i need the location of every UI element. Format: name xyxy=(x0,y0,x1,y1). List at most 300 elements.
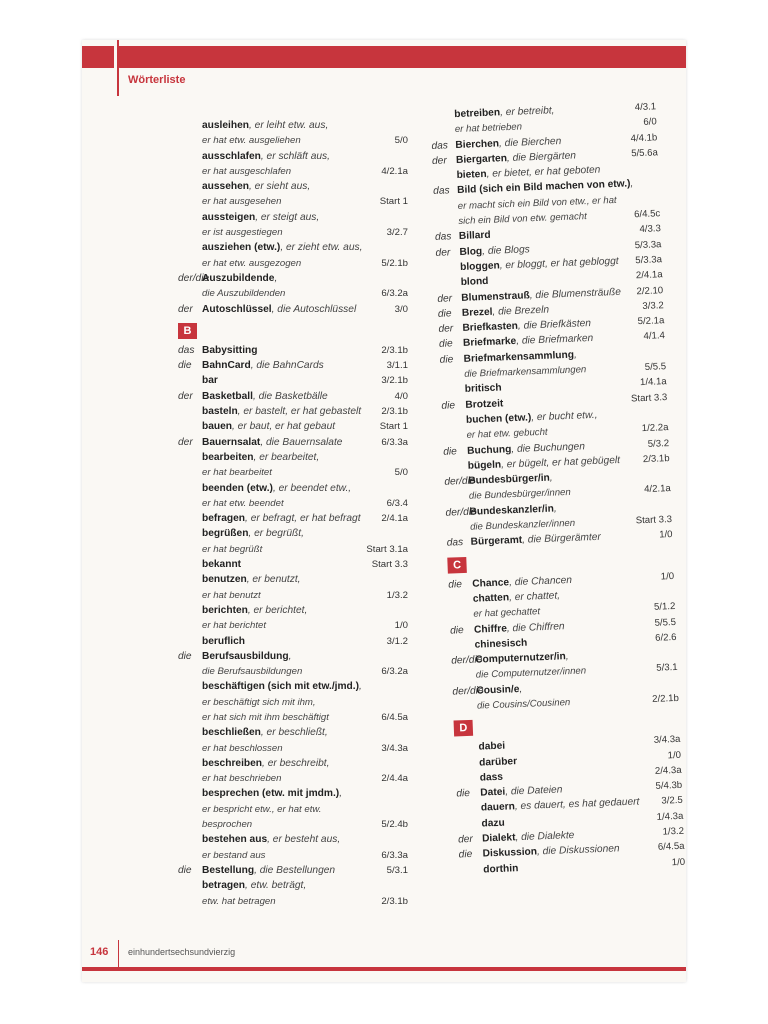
word-entry xyxy=(178,373,408,388)
word-entry xyxy=(178,664,408,679)
headword: ausleihen xyxy=(202,120,249,131)
word-forms: , die Biergärten xyxy=(506,150,577,164)
word-forms: er hat bearbeitet xyxy=(202,467,272,479)
lesson-reference: 6/3.3a xyxy=(381,849,408,861)
lesson-reference: 5/0 xyxy=(394,135,408,147)
headword: ausziehen (etw.) xyxy=(202,242,281,254)
lesson-reference: 5/3.2 xyxy=(647,437,670,450)
page-number: 146 xyxy=(90,946,109,958)
word-entry xyxy=(178,756,408,771)
article: der/die xyxy=(444,475,476,488)
word-forms: er hat ausgeschlafen xyxy=(202,165,292,177)
word-forms: er hat etw. ausgezogen xyxy=(202,257,302,269)
lesson-reference: 2/3.1b xyxy=(381,895,408,907)
lesson-reference: 1/0 xyxy=(671,856,686,868)
word-forms: , er besteht aus, xyxy=(267,834,341,846)
word-entry xyxy=(178,588,408,603)
word-forms: , die Blogs xyxy=(481,243,530,257)
word-entry xyxy=(178,725,408,740)
word-entry xyxy=(178,542,408,557)
word-forms: er hat beschrieben xyxy=(202,773,282,785)
headword: Briefmarkensammlung xyxy=(463,349,575,365)
word-forms: , die Diskussionen xyxy=(536,843,620,858)
word-forms: etw. hat betragen xyxy=(202,895,276,907)
word-forms: er hat berichtet xyxy=(202,620,266,632)
lesson-reference: 2/4.1a xyxy=(635,269,663,282)
word-entry xyxy=(178,572,408,587)
headword: beschließen xyxy=(202,727,261,739)
word-forms: , die Bierchen xyxy=(498,135,562,149)
word-forms: , er baut, er hat gebaut xyxy=(232,421,336,433)
lesson-reference: 4/2.1a xyxy=(643,483,672,496)
headword: begrüßen xyxy=(202,528,249,540)
footer-divider xyxy=(118,940,119,968)
article: das xyxy=(178,344,195,356)
word-forms: , die Bürgerämter xyxy=(521,532,602,547)
word-forms: die Berufsausbildungen xyxy=(202,666,303,678)
word-entry xyxy=(178,240,408,255)
word-entry xyxy=(178,817,408,832)
page-title: Wörterliste xyxy=(128,74,186,86)
word-entry xyxy=(178,878,408,893)
word-entry xyxy=(178,302,408,317)
headword: dass xyxy=(479,771,504,784)
headword: Computernutzer/in xyxy=(475,651,566,666)
lesson-reference: 6/4.5a xyxy=(381,711,408,723)
word-forms: , die Dateien xyxy=(505,784,563,798)
headword: Chiffre xyxy=(473,622,508,636)
word-forms: , er zieht etw. aus, xyxy=(280,242,363,254)
lesson-reference: 6/0 xyxy=(643,116,657,129)
lesson-reference: 5/0 xyxy=(394,467,408,479)
word-entry xyxy=(178,225,408,240)
word-forms: , er bügelt, er hat gebügelt xyxy=(500,454,621,471)
word-forms: er bespricht etw., er hat etw. xyxy=(202,803,322,815)
article: der xyxy=(178,303,193,315)
word-forms: die Bundesbürger/innen xyxy=(468,487,571,503)
lesson-reference: 2/2.1b xyxy=(651,692,680,705)
word-forms: , xyxy=(359,681,362,693)
word-forms: , die Bestellungen xyxy=(254,864,336,876)
word-forms: besprochen xyxy=(202,819,253,831)
word-forms: , etw. beträgt, xyxy=(245,880,307,892)
headword: aussteigen xyxy=(202,211,256,223)
headword: bekannt xyxy=(202,559,242,571)
word-forms: er bestand aus xyxy=(202,849,266,861)
word-entry xyxy=(178,118,408,133)
word-forms: , die Bauernsalate xyxy=(260,436,343,448)
lesson-reference: 1/0 xyxy=(659,529,673,541)
lesson-reference: 5/3.1 xyxy=(656,662,678,675)
word-forms: , xyxy=(519,683,523,695)
article: die xyxy=(449,624,464,637)
lesson-reference: 3/2.1b xyxy=(381,375,408,387)
header-bar xyxy=(82,40,686,73)
lesson-reference: Start 1 xyxy=(379,196,408,208)
word-entry xyxy=(178,848,408,863)
headword: Dialekt xyxy=(481,832,516,845)
word-entry xyxy=(178,419,408,434)
word-forms: er hat benutzt xyxy=(202,589,261,601)
article: die xyxy=(437,308,452,320)
word-forms: , er beschreibt, xyxy=(262,757,330,769)
headword: Bundesbürger/in xyxy=(468,472,551,487)
word-forms: , die Basketbälle xyxy=(252,390,328,402)
headword: beschreiben xyxy=(202,757,263,769)
headword: Billard xyxy=(458,230,491,243)
headword: Bierchen xyxy=(455,137,500,151)
headword: ausschlafen xyxy=(202,150,261,162)
lesson-reference: 4/2.1a xyxy=(381,165,408,177)
lesson-reference: 5/5.6a xyxy=(631,147,659,160)
lesson-reference: Start 3.3 xyxy=(630,391,668,405)
headword: dabei xyxy=(478,740,506,753)
word-forms: , er sieht aus, xyxy=(249,181,311,193)
lesson-reference: 5/3.1 xyxy=(386,864,408,876)
lesson-reference: 1/0 xyxy=(394,620,408,632)
word-forms: , er beschließt, xyxy=(260,727,328,739)
lesson-reference: 6/3.2a xyxy=(381,288,408,300)
word-forms: , er bastelt, er hat gebastelt xyxy=(237,406,362,418)
word-forms: , xyxy=(288,650,292,662)
article: der/die xyxy=(452,685,484,698)
article: der xyxy=(178,390,193,402)
lesson-reference: 5/1.2 xyxy=(653,601,676,613)
word-forms: , xyxy=(339,788,343,800)
word-forms: er macht sich ein Bild von etw., er hat xyxy=(457,194,617,212)
headword: Cousin/e xyxy=(476,683,520,697)
word-entry xyxy=(178,358,408,373)
word-entry xyxy=(178,164,408,179)
word-forms: sich ein Bild von etw. gemacht xyxy=(458,211,588,228)
lesson-reference: 5/3.3a xyxy=(634,238,662,251)
headword: Diskussion xyxy=(482,846,538,860)
lesson-reference: Start 3.3 xyxy=(371,559,408,571)
word-forms: , xyxy=(565,651,569,663)
headword: britisch xyxy=(464,382,502,396)
word-entry xyxy=(178,695,408,710)
headword: blond xyxy=(460,276,489,289)
word-entry xyxy=(178,511,408,526)
lesson-reference: 1/2.2a xyxy=(641,422,669,435)
headword: Bundeskanzler/in xyxy=(469,503,555,518)
headword: beruflich xyxy=(202,635,246,647)
word-entry xyxy=(178,618,408,633)
headword: darüber xyxy=(478,755,518,769)
word-forms: , er berichtet, xyxy=(247,604,308,616)
headword: beschäftigen (sich mit etw./jmd.) xyxy=(202,681,359,693)
letter-box: D xyxy=(454,720,474,737)
lesson-reference: 6/4.5c xyxy=(633,208,661,221)
word-forms: , er betreibt, xyxy=(499,105,555,119)
word-entry xyxy=(178,256,408,271)
headword: Autoschlüssel xyxy=(202,303,272,315)
lesson-reference: 3/4.3a xyxy=(381,742,408,754)
header-bar-main xyxy=(118,46,686,68)
article: der xyxy=(431,155,447,167)
headword: bar xyxy=(202,375,218,387)
header-divider xyxy=(117,40,119,96)
word-forms: , er beendet etw., xyxy=(272,482,352,494)
word-entry xyxy=(178,210,408,225)
lesson-reference: 3/1.1 xyxy=(386,360,408,372)
lesson-reference: 1/4.1a xyxy=(639,376,667,389)
lesson-reference: 3/1.2 xyxy=(386,635,408,647)
lesson-reference: 4/3.1 xyxy=(634,101,657,114)
word-forms: , es dauert, es hat gedauert xyxy=(514,796,640,813)
headword: besprechen (etw. mit jmdm.) xyxy=(202,788,340,800)
word-entry xyxy=(178,603,408,618)
article: der xyxy=(435,247,451,259)
lesson-reference: 5/5.5 xyxy=(654,616,677,629)
word-forms: die Computernutzer/innen xyxy=(475,665,587,682)
word-forms: , die BahnCards xyxy=(250,360,324,372)
word-forms: , die Autoschlüssel xyxy=(271,303,357,315)
word-forms: , die Briefkästen xyxy=(517,318,592,332)
lesson-reference: Start 1 xyxy=(379,421,408,433)
word-entry xyxy=(178,863,408,878)
lesson-reference: 2/4.3a xyxy=(654,764,682,777)
word-forms: er hat betrieben xyxy=(454,121,523,136)
article: der xyxy=(178,436,193,448)
headword: Bild (sich ein Bild machen von etw.) xyxy=(456,178,631,197)
headword: Buchung xyxy=(466,443,512,457)
lesson-reference: 2/3.1b xyxy=(381,406,408,418)
word-entry xyxy=(178,802,408,817)
headword: beenden (etw.) xyxy=(202,482,273,494)
letter-box: C xyxy=(447,557,467,574)
word-forms: er hat ausgesehen xyxy=(202,196,282,208)
headword: bestehen aus xyxy=(202,834,268,846)
headword: bearbeiten xyxy=(202,451,254,463)
word-forms: , er bloggt, er hat gebloggt xyxy=(499,255,619,272)
word-forms: er hat etw. ausgeliehen xyxy=(202,135,301,147)
headword: bloggen xyxy=(459,260,500,273)
lesson-reference: 1/4.3a xyxy=(656,810,684,823)
word-forms: er hat sich mit ihm beschäftigt xyxy=(202,711,329,723)
word-forms: , er bucht etw., xyxy=(531,409,598,424)
headword: befragen xyxy=(202,513,246,525)
article: die xyxy=(438,338,453,351)
article: die xyxy=(439,354,454,366)
right-column xyxy=(430,99,685,878)
article: die xyxy=(456,788,471,800)
lesson-reference: 2/4.4a xyxy=(381,773,408,785)
page-number-word: einhundertsechsundvierzig xyxy=(128,947,236,957)
word-forms: , er begrüßt, xyxy=(248,528,304,540)
headword: dauern xyxy=(480,801,516,815)
lesson-reference: 2/3.1b xyxy=(381,344,408,356)
word-entry xyxy=(178,404,408,419)
word-entry xyxy=(178,832,408,847)
word-forms: er hat begrüßt xyxy=(202,543,263,555)
word-forms: er hat etw. beendet xyxy=(202,497,284,509)
letter-heading xyxy=(178,317,408,343)
headword: Blog xyxy=(459,245,483,258)
lesson-reference: 5/5.5 xyxy=(644,361,667,373)
word-entry xyxy=(178,133,408,148)
article: die xyxy=(178,360,192,372)
word-forms: , die Chiffren xyxy=(506,620,565,634)
lesson-reference: 1/0 xyxy=(667,749,682,761)
word-forms: , xyxy=(274,272,278,284)
header-bar-left xyxy=(82,46,114,68)
lesson-reference: 1/0 xyxy=(660,570,675,583)
headword: Babysitting xyxy=(202,344,258,356)
word-entry xyxy=(178,481,408,496)
word-entry xyxy=(178,526,408,541)
article: der xyxy=(457,833,474,846)
headword: dorthin xyxy=(483,862,519,876)
word-entry xyxy=(178,894,408,909)
lesson-reference: 5/4.3b xyxy=(655,779,683,793)
word-entry xyxy=(178,450,408,465)
lesson-reference: 2/4.1a xyxy=(381,513,408,525)
word-entry xyxy=(178,179,408,194)
headword: chinesisch xyxy=(474,637,528,651)
article: das xyxy=(433,185,450,198)
lesson-reference: 6/3.2a xyxy=(381,666,408,678)
lesson-reference: 5/3.3a xyxy=(635,254,663,267)
article: die xyxy=(442,445,458,458)
lesson-reference: 3/2.5 xyxy=(661,795,683,808)
headword: Bauernsalat xyxy=(202,436,261,448)
word-forms: die Auszubildenden xyxy=(202,288,286,300)
word-forms: die Bundeskanzler/innen xyxy=(469,517,576,533)
lesson-reference: 2/2.10 xyxy=(636,284,664,297)
word-forms: , xyxy=(553,503,557,515)
word-forms: , er befragt, er hat befragt xyxy=(245,513,361,525)
headword: berichten xyxy=(202,604,248,616)
article: das xyxy=(434,231,452,244)
word-forms: er hat beschlossen xyxy=(202,742,283,754)
word-entry xyxy=(178,149,408,164)
lesson-reference: 5/2.1b xyxy=(381,257,408,269)
lesson-reference: 1/3.2 xyxy=(386,589,408,601)
lesson-reference: 4/3.3 xyxy=(639,223,662,236)
headword: Berufsausbildung xyxy=(202,650,289,662)
word-entry xyxy=(178,496,408,511)
word-entry xyxy=(178,194,408,209)
article: der xyxy=(437,292,453,305)
headword: Briefmarke xyxy=(462,336,517,350)
headword: Basketball xyxy=(202,390,253,402)
article: die xyxy=(458,849,473,861)
word-forms: er beschäftigt sich mit ihm, xyxy=(202,696,316,708)
headword: aussehen xyxy=(202,181,249,193)
article: der/die xyxy=(451,654,483,667)
word-forms: , die Chancen xyxy=(508,574,573,588)
headword: bieten xyxy=(456,169,487,182)
headword: Brezel xyxy=(461,306,493,319)
headword: bauen xyxy=(202,421,233,433)
lesson-reference: 1/3.2 xyxy=(662,825,685,838)
headword: BahnCard xyxy=(202,360,251,372)
word-entry xyxy=(178,634,408,649)
word-forms: er hat etw. gebucht xyxy=(466,426,548,442)
headword: benutzen xyxy=(202,574,247,586)
footer-line xyxy=(82,967,686,971)
word-forms: , die Dialekte xyxy=(515,830,575,844)
lesson-reference: 4/1.4 xyxy=(643,330,666,343)
lesson-reference: 3/3.2 xyxy=(642,300,664,312)
word-entry xyxy=(178,679,408,694)
lesson-reference: 2/3.1b xyxy=(642,452,670,465)
word-forms: , die Briefmarken xyxy=(516,333,594,348)
lesson-reference: 4/0 xyxy=(394,390,408,402)
article: das xyxy=(446,537,464,549)
word-forms: , xyxy=(573,349,578,361)
article: die xyxy=(178,864,192,876)
headword: Chance xyxy=(472,576,510,590)
word-forms: die Cousins/Cousinen xyxy=(476,697,571,712)
word-entry xyxy=(178,271,408,286)
headword: basteln xyxy=(202,406,238,418)
word-forms: , er bietet, er hat geboten xyxy=(486,164,601,181)
word-forms: er ist ausgestiegen xyxy=(202,227,283,239)
word-forms: , er bearbeitet, xyxy=(253,451,320,463)
article: der xyxy=(438,323,454,335)
word-forms: , xyxy=(630,178,634,190)
word-forms: , xyxy=(549,472,553,484)
lesson-reference: 6/2.6 xyxy=(654,631,677,644)
word-entry xyxy=(178,557,408,572)
word-forms: , er benutzt, xyxy=(246,574,301,586)
headword: betreiben xyxy=(454,107,501,121)
headword: dazu xyxy=(481,817,505,830)
lesson-reference: 3/0 xyxy=(394,303,408,315)
article: der/die xyxy=(445,506,477,519)
word-forms: , er leiht etw. aus, xyxy=(249,120,329,131)
word-entry xyxy=(178,710,408,725)
word-forms: , er chattet, xyxy=(508,590,561,604)
headword: Datei xyxy=(480,786,506,799)
lesson-reference: Start 3.3 xyxy=(635,514,673,527)
word-entry xyxy=(178,786,408,801)
word-forms: , die Brezeln xyxy=(492,304,550,318)
headword: Blumenstrauß xyxy=(461,289,530,304)
lesson-reference: 5/2.1a xyxy=(637,315,665,328)
word-entry xyxy=(178,741,408,756)
left-column xyxy=(178,118,408,909)
headword: Briefkasten xyxy=(462,320,519,335)
article: die xyxy=(178,650,192,662)
article: die xyxy=(448,578,463,591)
word-entry xyxy=(178,343,408,358)
headword: Biergarten xyxy=(455,152,508,166)
lesson-reference: 3/4.3a xyxy=(653,734,681,747)
headword: Bürgeramt xyxy=(470,535,523,549)
word-entry xyxy=(178,435,408,450)
word-entry xyxy=(178,286,408,301)
word-forms: er hat gechattet xyxy=(473,606,541,620)
headword: chatten xyxy=(472,592,510,605)
lesson-reference: 3/2.7 xyxy=(386,227,408,239)
article: der/die xyxy=(178,272,210,284)
article: das xyxy=(431,139,449,152)
lesson-reference: 5/2.4b xyxy=(381,819,408,831)
lesson-reference: 6/3.3a xyxy=(381,436,408,448)
headword: betragen xyxy=(202,880,246,892)
lesson-reference: Start 3.1a xyxy=(366,543,408,555)
word-forms: , die Blumensträuße xyxy=(529,286,622,301)
headword: Bestellung xyxy=(202,864,255,876)
word-entry xyxy=(178,771,408,786)
word-forms: , er steigt aus, xyxy=(255,211,320,223)
word-forms: , er schläft aus, xyxy=(260,150,330,162)
word-forms: die Briefmarkensammlungen xyxy=(464,364,587,380)
letter-box: B xyxy=(178,323,197,339)
